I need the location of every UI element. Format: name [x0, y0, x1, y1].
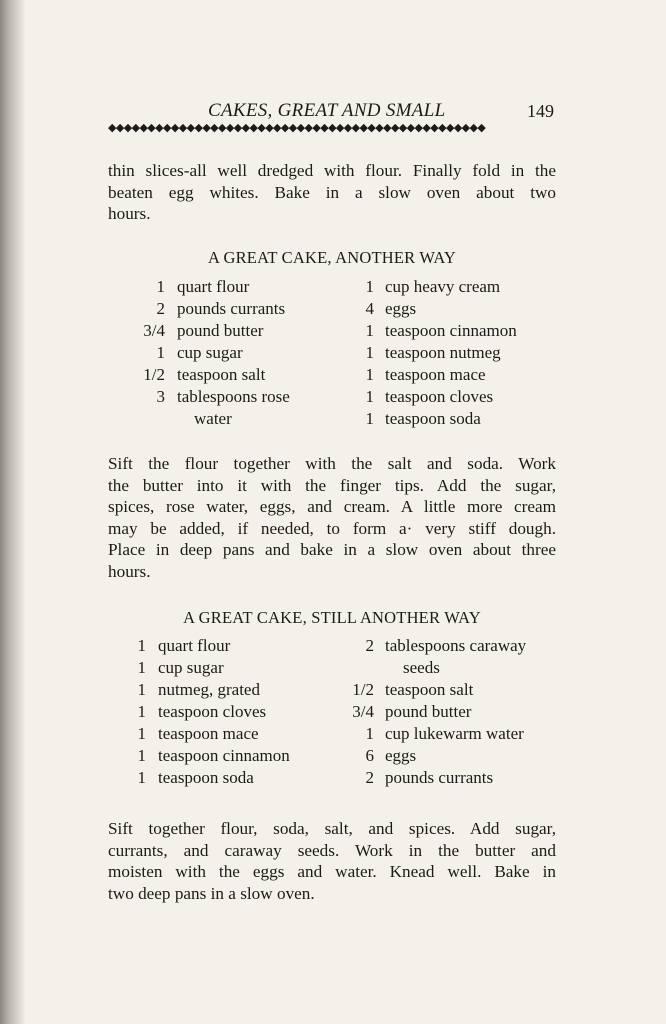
ingredient-quantity: 1	[365, 365, 374, 384]
ingredient-quantity: 1	[137, 658, 146, 677]
ingredient-item	[108, 767, 328, 789]
ingredient-name: teaspoon cloves	[385, 387, 494, 406]
ingredient-item	[340, 635, 556, 657]
ingredient-quantity: 1	[137, 636, 146, 655]
ingredient-item	[350, 386, 556, 408]
ingredient-quantity: 1	[365, 321, 374, 340]
ingredient-list-left	[108, 635, 328, 789]
directions-paragraph	[108, 818, 556, 904]
ingredient-item	[350, 276, 556, 298]
text-line: two deep pans in a slow oven.	[108, 883, 315, 903]
ingredient-quantity: 1	[365, 409, 374, 428]
running-head	[108, 100, 556, 124]
ingredient-item	[108, 364, 328, 386]
ingredient-list-right	[340, 635, 556, 789]
ingredient-item	[350, 298, 556, 320]
ingredient-name: seeds	[403, 658, 440, 677]
running-head-title: CAKES, GREAT AND SMALL	[208, 100, 446, 121]
text-line: moisten with the eggs and water. Knead well. Bake in	[108, 862, 556, 882]
ingredient-name: eggs	[385, 299, 417, 318]
ingredient-quantity: 2	[365, 768, 374, 787]
ingredient-quantity: 1	[365, 724, 374, 743]
text-line: hours.	[108, 204, 151, 224]
ingredient-item	[108, 320, 328, 342]
text-line: may be added, if needed, to form a· very stiff dough.	[108, 518, 556, 538]
ingredient-item	[108, 276, 328, 298]
ingredient-item	[340, 767, 556, 789]
ingredient-item	[340, 745, 556, 767]
ingredient-name: tablespoons caraway	[385, 636, 527, 655]
ingredient-item	[108, 298, 328, 320]
ingredient-item	[108, 408, 328, 430]
ingredient-item	[350, 408, 556, 430]
ingredient-quantity: 1	[365, 343, 374, 362]
ingredient-name: pounds currants	[177, 299, 286, 318]
ingredient-name: teaspoon mace	[385, 365, 486, 384]
text-line: thin slices-all well dredged with flour. Finally fold in the	[108, 161, 556, 180]
ingredient-quantity: 3/4	[143, 321, 165, 340]
ingredient-item	[350, 364, 556, 386]
ingredient-name: quart flour	[177, 277, 250, 296]
intro-paragraph	[108, 160, 556, 225]
ingredient-name: pound butter	[385, 702, 472, 721]
ingredient-name: teaspoon cinnamon	[385, 321, 517, 340]
ingredient-item	[108, 679, 328, 701]
ingredient-name: cup lukewarm water	[385, 724, 524, 743]
ingredient-name: teaspoon soda	[385, 409, 481, 428]
ingredient-quantity: 6	[365, 746, 374, 765]
ingredient-item	[108, 745, 328, 767]
ingredient-name: quart flour	[158, 636, 231, 655]
ingredient-quantity: 3	[156, 387, 165, 406]
ingredient-item	[108, 701, 328, 723]
text-line: spices, rose water, eggs, and cream. A little more cream	[108, 497, 556, 517]
ingredient-name: eggs	[385, 746, 417, 765]
ingredient-quantity: 1	[137, 768, 146, 787]
ingredient-quantity: 1	[137, 746, 146, 765]
ingredient-name: water	[194, 409, 232, 428]
ingredient-name: cup heavy cream	[385, 277, 501, 296]
ingredient-quantity: 4	[365, 299, 374, 318]
ingredient-name: teaspoon soda	[158, 768, 254, 787]
text-line: Place in deep pans and bake in a slow oven about three	[108, 540, 556, 560]
ingredient-quantity: 1/2	[352, 680, 374, 699]
ingredient-list-left	[108, 276, 328, 430]
ingredient-name: cup sugar	[158, 658, 224, 677]
ingredient-name: tablespoons rose	[177, 387, 290, 406]
ingredient-name: teaspoon cinnamon	[158, 746, 290, 765]
ingredient-item	[340, 723, 556, 745]
ingredient-quantity: 1/2	[143, 365, 165, 384]
ingredient-name: pounds currants	[385, 768, 494, 787]
ingredient-item	[340, 701, 556, 723]
text-line: the butter into it with the finger tips. Add the sugar,	[108, 475, 556, 495]
directions-paragraph	[108, 453, 556, 583]
ingredient-quantity: 1	[365, 387, 374, 406]
ornamental-rule: ◆◆◆◆◆◆◆◆◆◆◆◆◆◆◆◆◆◆◆◆◆◆◆◆◆◆◆◆◆◆◆◆◆◆◆◆◆◆◆◆◆◆◆◆◆◆◆◆	[108, 122, 486, 134]
ingredient-quantity: 1	[137, 702, 146, 721]
text-line: Sift together flour, soda, salt, and spices. Add sugar,	[108, 819, 556, 838]
ingredient-name: cup sugar	[177, 343, 243, 362]
text-line: hours.	[108, 561, 151, 581]
ingredient-quantity: 1	[156, 277, 165, 296]
recipe-title: A GREAT CAKE, STILL ANOTHER WAY	[183, 608, 481, 627]
ingredient-item	[108, 657, 328, 679]
text-line: Sift the flour together with the salt and soda. Work	[108, 454, 556, 473]
ingredient-quantity: 2	[365, 636, 374, 655]
ingredient-name: pound butter	[177, 321, 264, 340]
text-line: beaten egg whites. Bake in a slow oven about two	[108, 182, 556, 202]
ingredient-item	[350, 342, 556, 364]
ingredient-item	[350, 320, 556, 342]
ingredient-quantity: 2	[156, 299, 165, 318]
ingredient-item	[108, 386, 328, 408]
ingredient-name: teaspoon salt	[177, 365, 266, 384]
ingredient-name: teaspoon salt	[385, 680, 474, 699]
ingredient-quantity: 1	[137, 680, 146, 699]
ingredient-quantity: 1	[365, 277, 374, 296]
ingredient-name: teaspoon mace	[158, 724, 259, 743]
ingredient-name: teaspoon cloves	[158, 702, 267, 721]
ingredient-name: nutmeg, grated	[158, 680, 260, 699]
ingredient-quantity: 1	[156, 343, 165, 362]
ingredient-name: teaspoon nutmeg	[385, 343, 501, 362]
ingredient-item	[108, 342, 328, 364]
ingredient-list-right	[350, 276, 556, 430]
text-line: currants, and caraway seeds. Work in the butter and	[108, 840, 556, 860]
ingredient-item	[340, 657, 556, 679]
ingredient-quantity: 3/4	[352, 702, 374, 721]
ingredient-item	[108, 723, 328, 745]
ingredient-item	[340, 679, 556, 701]
ingredient-quantity: 1	[137, 724, 146, 743]
ingredient-item	[108, 635, 328, 657]
page-number: 149	[527, 101, 554, 121]
recipe-title: A GREAT CAKE, ANOTHER WAY	[207, 248, 457, 267]
